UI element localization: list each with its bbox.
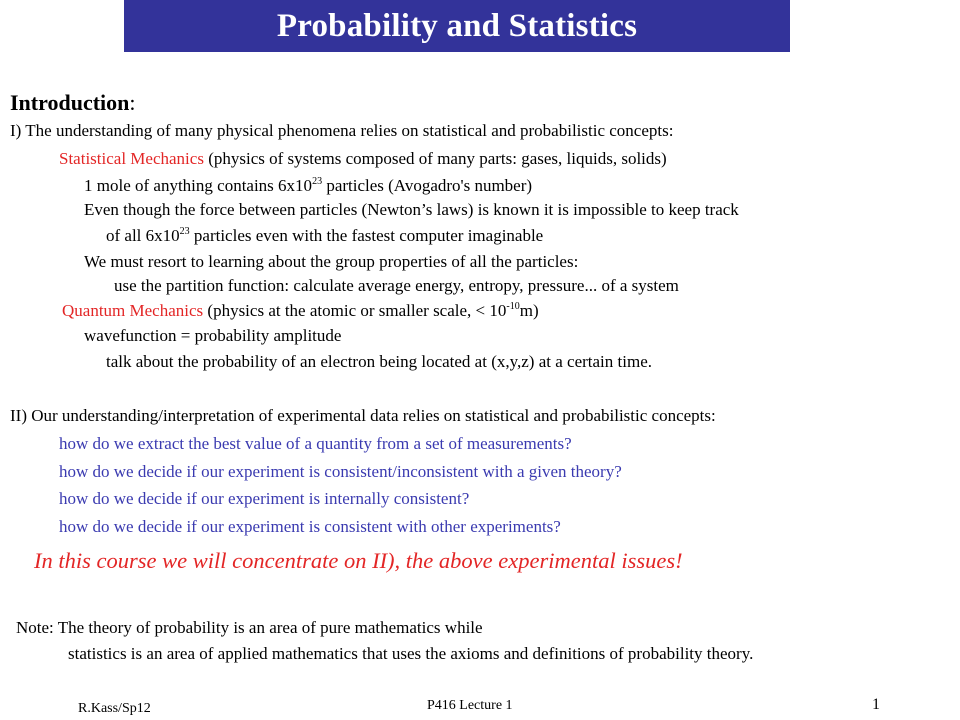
track-line bbox=[106, 226, 543, 246]
intro-heading bbox=[10, 90, 136, 116]
qm-desc-post: m) bbox=[519, 301, 539, 320]
resort-line: We must resort to learning about the group properties of all the particles: bbox=[84, 252, 579, 271]
note-line-2: statistics is an area of applied mathematics that uses the axioms and definitions of probability theory. bbox=[68, 644, 754, 663]
electron-line: talk about the probability of an electron being located at (x,y,z) at a certain time. bbox=[106, 352, 652, 371]
stat-mech-line bbox=[59, 149, 667, 169]
qm-desc-pre: (physics at the atomic or smaller scale, < 10 bbox=[203, 301, 507, 320]
question-item: how do we decide if our experiment is consistent with other experiments? bbox=[59, 517, 561, 536]
slide-title: Probability and Statistics bbox=[124, 0, 790, 52]
track-pre: of all 6x10 bbox=[106, 226, 180, 245]
partition-line: use the partition function: calculate average energy, entropy, pressure... of a system bbox=[114, 276, 679, 295]
part2-heading: II) Our understanding/interpretation of experimental data relies on statistical and probabilistic concepts: bbox=[10, 406, 716, 425]
question-item: how do we decide if our experiment is internally consistent? bbox=[59, 489, 470, 508]
stat-mech-desc: (physics of systems composed of many parts: gases, liquids, solids) bbox=[203, 149, 667, 168]
footer-author: R.Kass/Sp12 bbox=[78, 701, 151, 716]
page-number: 1 bbox=[872, 696, 880, 713]
mole-post: particles (Avogadro's number) bbox=[322, 176, 533, 195]
force-line: Even though the force between particles (Newton’s laws) is known it is impossible to keep track bbox=[84, 200, 739, 219]
mole-exp: 23 bbox=[312, 176, 323, 187]
note-line-1: Note: The theory of probability is an area of pure mathematics while bbox=[16, 618, 483, 637]
intro-colon: : bbox=[129, 90, 136, 115]
stat-mech-label: Statistical Mechanics bbox=[59, 149, 204, 168]
wavefunction-line: wavefunction = probability amplitude bbox=[84, 326, 342, 345]
mole-pre: 1 mole of anything contains 6x10 bbox=[84, 176, 313, 195]
emphasis-line: In this course we will concentrate on II), the above experimental issues! bbox=[34, 548, 683, 573]
qm-label: Quantum Mechanics bbox=[62, 301, 204, 320]
track-exp: 23 bbox=[179, 226, 190, 237]
question-item: how do we extract the best value of a quantity from a set of measurements? bbox=[59, 434, 572, 453]
qm-exp: -10 bbox=[506, 301, 520, 312]
intro-heading-text: Introduction bbox=[10, 90, 130, 115]
track-post: particles even with the fastest computer imaginable bbox=[189, 226, 544, 245]
footer-lecture: P416 Lecture 1 bbox=[427, 698, 513, 713]
part1-heading: I) The understanding of many physical phenomena relies on statistical and probabilistic concepts: bbox=[10, 121, 674, 140]
question-item: how do we decide if our experiment is consistent/inconsistent with a given theory? bbox=[59, 462, 622, 481]
mole-line bbox=[84, 176, 532, 196]
qm-line bbox=[62, 301, 539, 321]
